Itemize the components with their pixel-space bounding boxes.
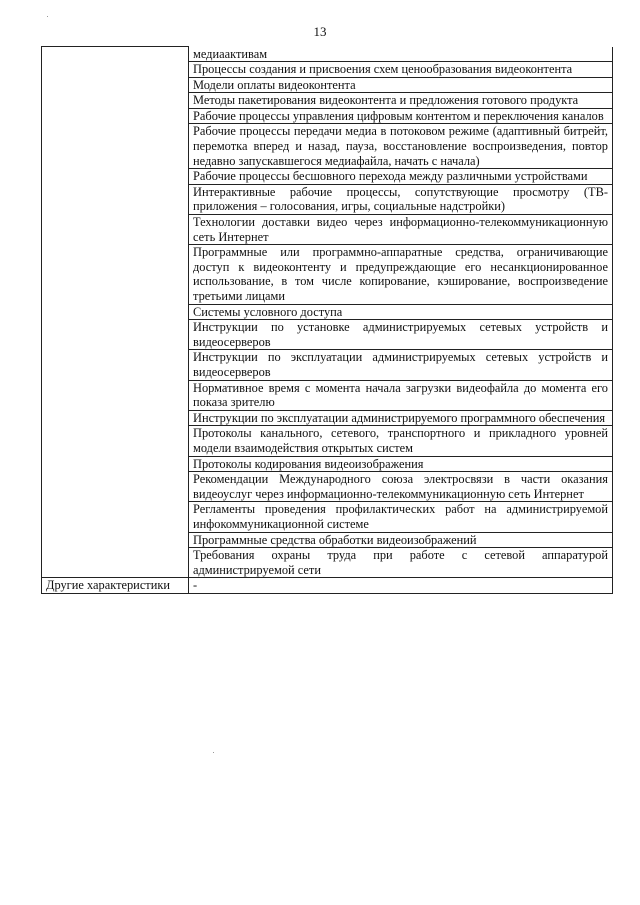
knowledge-item: Рабочие процессы бесшовного перехода между различными устройствами — [189, 169, 613, 185]
other-characteristics-value: - — [189, 578, 613, 594]
knowledge-item: Протоколы канального, сетевого, транспортного и прикладного уровней модели взаимодействия открытых систем — [189, 426, 613, 456]
page-number: 13 — [313, 24, 327, 39]
scan-speck — [213, 752, 214, 753]
other-characteristics-label: Другие характеристики — [42, 578, 189, 594]
knowledge-item: Инструкции по установке администрируемых сетевых устройств и видеосерверов — [189, 320, 613, 350]
knowledge-item: Программные средства обработки видеоизображений — [189, 532, 613, 548]
knowledge-item: Методы пакетирования видеоконтента и предложения готового продукта — [189, 93, 613, 109]
knowledge-item: Модели оплаты видеоконтента — [189, 77, 613, 93]
requirements-table — [41, 46, 613, 594]
knowledge-item: медиаактивам — [189, 47, 613, 62]
knowledge-item: Системы условного доступа — [189, 304, 613, 320]
knowledge-item: Процессы создания и присвоения схем ценообразования видеоконтента — [189, 62, 613, 78]
scan-speck — [47, 16, 48, 17]
knowledge-item: Инструкции по эксплуатации администрируемых сетевых устройств и видеосерверов — [189, 350, 613, 380]
knowledge-label-cell — [42, 47, 189, 578]
knowledge-item: Технологии доставки видео через информационно-телекоммуникационную сеть Интернет — [189, 215, 613, 245]
knowledge-item: Требования охраны труда при работе с сетевой аппаратурой администрируемой сети — [189, 548, 613, 578]
knowledge-item: Нормативное время с момента начала загрузки видеофайла до момента его показа зрителю — [189, 380, 613, 410]
knowledge-item: Протоколы кодирования видеоизображения — [189, 456, 613, 472]
table-row — [42, 578, 613, 594]
knowledge-item: Инструкции по эксплуатации администрируемого программного обеспечения — [189, 410, 613, 426]
knowledge-item: Регламенты проведения профилактических работ на администрируемой инфокоммуникационной системе — [189, 502, 613, 532]
knowledge-item: Рекомендации Международного союза электросвязи в части оказания видеоуслуг через информационно-телекоммуникационную сеть Интернет — [189, 472, 613, 502]
table-row — [42, 47, 613, 62]
knowledge-item: Рабочие процессы управления цифровым контентом и переключения каналов — [189, 108, 613, 124]
knowledge-item: Рабочие процессы передачи медиа в потоковом режиме (адаптивный битрейт, перемотка вперед и назад, пауза, восстановление воспроизведения, повтор недавно запускавшегося медиафайла, начать с начала) — [189, 124, 613, 169]
knowledge-item: Интерактивные рабочие процессы, сопутствующие просмотру (ТВ-приложения – голосования, игры, социальные надстройки) — [189, 184, 613, 214]
knowledge-item: Программные или программно-аппаратные средства, ограничивающие доступ к видеоконтенту и предупреждающие его несанкционированное использование, в том числе копирование, кэширование, воспроизведение третьими лицами — [189, 245, 613, 304]
